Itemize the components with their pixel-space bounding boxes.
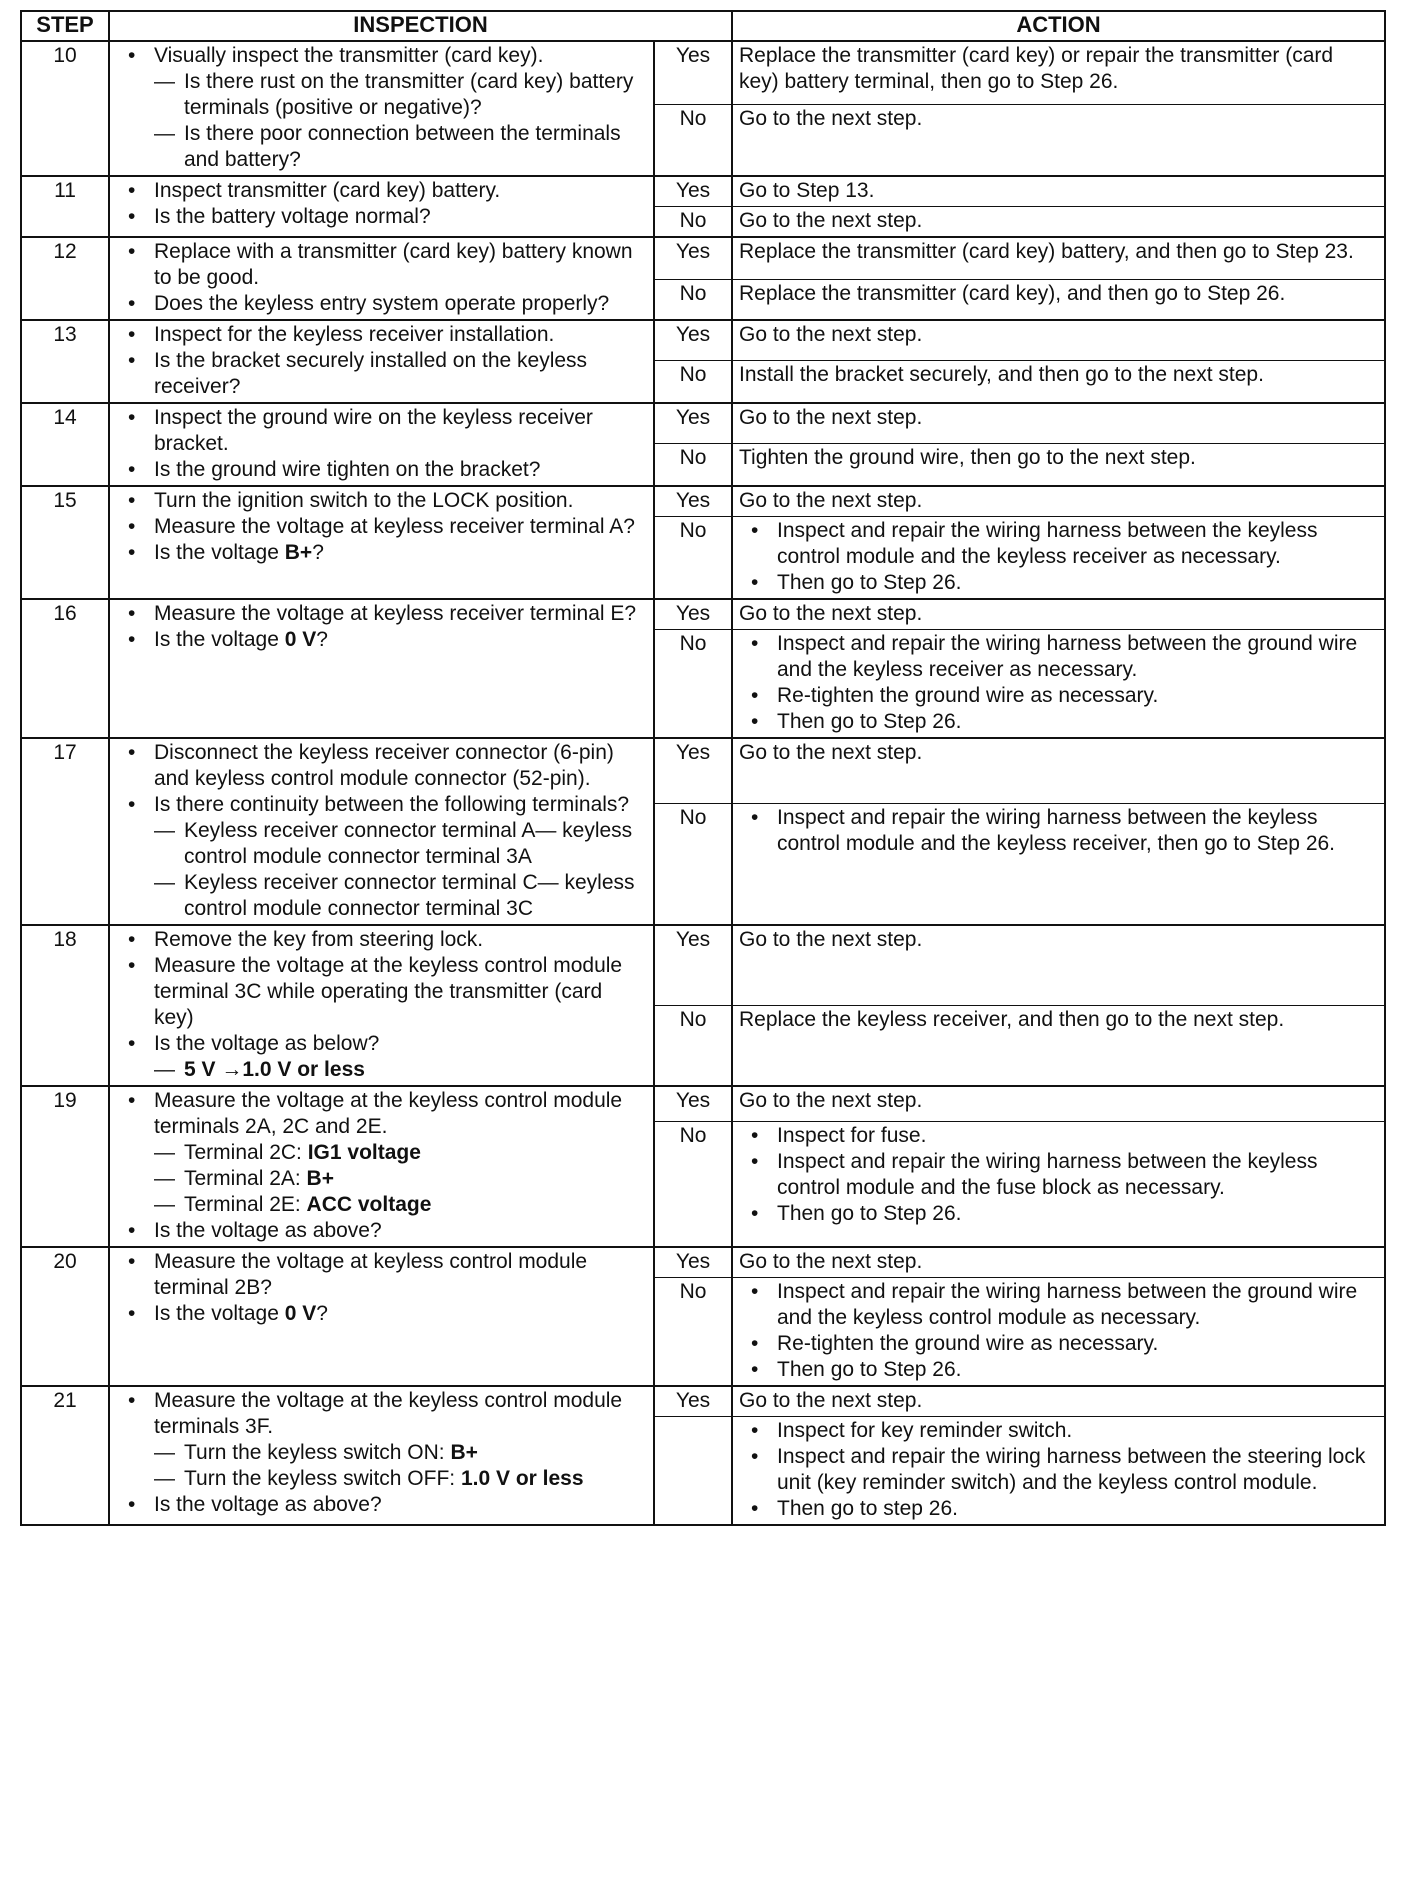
yes-action: Go to the next step. xyxy=(732,486,1385,517)
no-action xyxy=(732,630,1385,739)
step-number: 19 xyxy=(21,1086,109,1247)
step-number: 14 xyxy=(21,403,109,486)
inspection-cell xyxy=(109,1086,654,1247)
inspection-item: • Visually inspect the transmitter (card key). — Is there rust on the transmitter (card key) battery terminals (positive or negative)? — Is there poor connection between the terminals and battery? xyxy=(154,43,647,173)
voltage-value: 1.0 V or less xyxy=(460,1467,584,1490)
header-row xyxy=(21,11,1385,41)
yes-label: Yes xyxy=(654,176,732,207)
inspection-subitem: — Keyless receiver connector terminal A— keyless control module connector terminal 3A xyxy=(184,818,647,870)
action-item: • Re-tighten the ground wire as necessary. xyxy=(777,683,1378,709)
yes-label: Yes xyxy=(654,41,732,104)
inspection-cell xyxy=(109,1247,654,1386)
action-item: • Inspect and repair the wiring harness between the steering lock unit (key reminder switch) and the keyless control module. xyxy=(777,1444,1378,1496)
inspection-cell xyxy=(109,320,654,403)
inspection-item: • Remove the key from steering lock. xyxy=(154,927,647,953)
yes-label: Yes xyxy=(654,320,732,361)
table-row xyxy=(21,320,1385,361)
table-row xyxy=(21,738,1385,804)
step-number: 15 xyxy=(21,486,109,599)
no-action xyxy=(732,1278,1385,1387)
no-label: No xyxy=(654,517,732,600)
no-action: Go to the next step. xyxy=(732,207,1385,238)
yes-label: Yes xyxy=(654,599,732,630)
yes-action: Replace the transmitter (card key) or repair the transmitter (card key) battery terminal, then go to Step 26. xyxy=(732,41,1385,104)
action-item: • Then go to Step 26. xyxy=(777,570,1378,596)
no-action: Install the bracket securely, and then go to the next step. xyxy=(732,361,1385,404)
voltage-value: B+ xyxy=(306,1167,334,1190)
yes-label: Yes xyxy=(654,237,732,280)
action-item: • Inspect and repair the wiring harness between the keyless control module and the keyless receiver as necessary. xyxy=(777,518,1378,570)
inspection-cell xyxy=(109,176,654,237)
step-number: 17 xyxy=(21,738,109,925)
inspection-cell xyxy=(109,237,654,320)
inspection-item: • Is the voltage as above? xyxy=(154,1218,647,1244)
inspection-subitem: — Turn the keyless switch ON: B+ xyxy=(184,1440,647,1466)
no-label: No xyxy=(654,280,732,321)
no-label: No xyxy=(654,361,732,404)
voltage-value: ACC voltage xyxy=(306,1193,432,1216)
table-row xyxy=(21,1386,1385,1417)
inspection-cell xyxy=(109,41,654,176)
inspection-subitem: — Keyless receiver connector terminal C— keyless control module connector terminal 3C xyxy=(184,870,647,922)
voltage-value: 5 V →1.0 V or less xyxy=(184,1058,365,1081)
no-action xyxy=(732,1417,1385,1526)
inspection-item: • Measure the voltage at keyless receiver terminal A? xyxy=(154,514,647,540)
yes-action: Go to the next step. xyxy=(732,320,1385,361)
voltage-value: 0 V xyxy=(284,628,317,651)
yes-label: Yes xyxy=(654,486,732,517)
inspection-item: • Does the keyless entry system operate properly? xyxy=(154,291,647,317)
no-label: No xyxy=(654,207,732,238)
yes-label: Yes xyxy=(654,925,732,1006)
yes-label: Yes xyxy=(654,1247,732,1278)
inspection-item: • Measure the voltage at keyless receiver terminal E? xyxy=(154,601,647,627)
inspection-item: • Inspect the ground wire on the keyless receiver bracket. xyxy=(154,405,647,457)
header-action: ACTION xyxy=(732,11,1385,41)
action-item: • Then go to Step 26. xyxy=(777,1357,1378,1383)
inspection-item: • Measure the voltage at the keyless control module terminals 2A, 2C and 2E. — Terminal 2C: IG1 voltage — Terminal 2A: B+ — Terminal 2E: ACC voltage xyxy=(154,1088,647,1218)
inspection-subitem: — Terminal 2A: B+ xyxy=(184,1166,647,1192)
action-item: • Then go to Step 26. xyxy=(777,1201,1378,1227)
diagnostic-procedure-page xyxy=(20,10,1384,1526)
inspection-item: • Is there continuity between the following terminals? — Keyless receiver connector terminal A— keyless control module connector terminal 3A — Keyless receiver connector terminal C— keyless control module connector terminal 3C xyxy=(154,792,647,922)
no-label: No xyxy=(654,1121,732,1247)
inspection-subitem: — Is there poor connection between the terminals and battery? xyxy=(184,121,647,173)
header-inspection: INSPECTION xyxy=(109,11,732,41)
voltage-value: IG1 voltage xyxy=(307,1141,421,1164)
inspection-item: • Is the voltage 0 V? xyxy=(154,1301,647,1327)
inspection-item: • Measure the voltage at the keyless control module terminals 3F. — Turn the keyless switch ON: B+ — Turn the keyless switch OFF: 1.0 V or less xyxy=(154,1388,647,1492)
step-number: 21 xyxy=(21,1386,109,1525)
yes-action: Go to the next step. xyxy=(732,599,1385,630)
inspection-subitem: — Terminal 2C: IG1 voltage xyxy=(184,1140,647,1166)
step-number: 12 xyxy=(21,237,109,320)
inspection-item: • Is the battery voltage normal? xyxy=(154,204,647,230)
step-number: 11 xyxy=(21,176,109,237)
inspection-item: • Is the voltage B+? xyxy=(154,540,647,566)
diagnostic-table xyxy=(20,10,1386,1526)
no-action: Go to the next step. xyxy=(732,104,1385,176)
no-label: No xyxy=(654,804,732,925)
no-label: No xyxy=(654,630,732,739)
inspection-subitem: — Terminal 2E: ACC voltage xyxy=(184,1192,647,1218)
inspection-cell xyxy=(109,1386,654,1525)
table-row xyxy=(21,237,1385,280)
no-label: No xyxy=(654,444,732,487)
yes-action: Go to the next step. xyxy=(732,403,1385,444)
action-item: • Then go to step 26. xyxy=(777,1496,1378,1522)
voltage-value: B+ xyxy=(450,1441,478,1464)
no-label: No xyxy=(654,104,732,176)
yes-action: Replace the transmitter (card key) battery, and then go to Step 23. xyxy=(732,237,1385,280)
yes-action: Go to the next step. xyxy=(732,1247,1385,1278)
header-step: STEP xyxy=(21,11,109,41)
no-action: Replace the transmitter (card key), and then go to Step 26. xyxy=(732,280,1385,321)
inspection-item: • Disconnect the keyless receiver connector (6-pin) and keyless control module connector (52-pin). xyxy=(154,740,647,792)
inspection-item: • Measure the voltage at the keyless control module terminal 3C while operating the transmitter (card key) xyxy=(154,953,647,1031)
table-row xyxy=(21,41,1385,104)
table-row xyxy=(21,1086,1385,1121)
step-number: 20 xyxy=(21,1247,109,1386)
yes-action: Go to the next step. xyxy=(732,738,1385,804)
table-row xyxy=(21,403,1385,444)
inspection-cell xyxy=(109,738,654,925)
step-number: 13 xyxy=(21,320,109,403)
inspection-item: • Is the voltage as below? — 5 V →1.0 V or less xyxy=(154,1031,647,1083)
inspection-item: • Replace with a transmitter (card key) battery known to be good. xyxy=(154,239,647,291)
no-action xyxy=(732,517,1385,600)
no-label: No xyxy=(654,1006,732,1087)
yes-label: Yes xyxy=(654,1086,732,1121)
yes-label: Yes xyxy=(654,403,732,444)
table-row xyxy=(21,1247,1385,1278)
action-item: • Inspect and repair the wiring harness between the ground wire and the keyless control module as necessary. xyxy=(777,1279,1378,1331)
action-item: • Inspect and repair the wiring harness between the keyless control module and the keyless receiver, then go to Step 26. xyxy=(777,805,1378,857)
inspection-cell xyxy=(109,925,654,1086)
no-action xyxy=(732,1121,1385,1247)
step-number: 16 xyxy=(21,599,109,738)
inspection-item: • Is the ground wire tighten on the bracket? xyxy=(154,457,647,483)
inspection-cell xyxy=(109,403,654,486)
yes-action: Go to the next step. xyxy=(732,1086,1385,1121)
action-item: • Re-tighten the ground wire as necessary. xyxy=(777,1331,1378,1357)
table-row xyxy=(21,925,1385,1006)
no-action: Tighten the ground wire, then go to the next step. xyxy=(732,444,1385,487)
inspection-item: • Is the voltage as above? xyxy=(154,1492,647,1518)
yes-action: Go to the next step. xyxy=(732,1386,1385,1417)
step-number: 18 xyxy=(21,925,109,1086)
inspection-cell xyxy=(109,486,654,599)
yes-action: Go to the next step. xyxy=(732,925,1385,1006)
inspection-item: • Is the voltage 0 V? xyxy=(154,627,647,653)
step-number: 10 xyxy=(21,41,109,176)
action-item: • Inspect for fuse. xyxy=(777,1123,1378,1149)
voltage-value: B+ xyxy=(284,541,313,564)
inspection-item: • Turn the ignition switch to the LOCK position. xyxy=(154,488,647,514)
action-item: • Inspect for key reminder switch. xyxy=(777,1418,1378,1444)
inspection-item: • Measure the voltage at keyless control module terminal 2B? xyxy=(154,1249,647,1301)
no-label xyxy=(654,1417,732,1526)
inspection-item: • Inspect transmitter (card key) battery. xyxy=(154,178,647,204)
voltage-value: 0 V xyxy=(284,1302,317,1325)
table-row xyxy=(21,176,1385,207)
action-item: • Inspect and repair the wiring harness between the keyless control module and the fuse block as necessary. xyxy=(777,1149,1378,1201)
table-row xyxy=(21,599,1385,630)
inspection-subitem xyxy=(184,1057,647,1083)
no-action: Replace the keyless receiver, and then go to the next step. xyxy=(732,1006,1385,1087)
yes-action: Go to Step 13. xyxy=(732,176,1385,207)
inspection-item: • Inspect for the keyless receiver installation. xyxy=(154,322,647,348)
no-label: No xyxy=(654,1278,732,1387)
inspection-item: • Is the bracket securely installed on the keyless receiver? xyxy=(154,348,647,400)
inspection-subitem: — Is there rust on the transmitter (card key) battery terminals (positive or negative)? xyxy=(184,69,647,121)
action-item: • Inspect and repair the wiring harness between the ground wire and the keyless receiver as necessary. xyxy=(777,631,1378,683)
yes-label: Yes xyxy=(654,738,732,804)
inspection-subitem: — Turn the keyless switch OFF: 1.0 V or less xyxy=(184,1466,647,1492)
table-row xyxy=(21,486,1385,517)
yes-label: Yes xyxy=(654,1386,732,1417)
action-item: • Then go to Step 26. xyxy=(777,709,1378,735)
inspection-cell xyxy=(109,599,654,738)
no-action xyxy=(732,804,1385,925)
